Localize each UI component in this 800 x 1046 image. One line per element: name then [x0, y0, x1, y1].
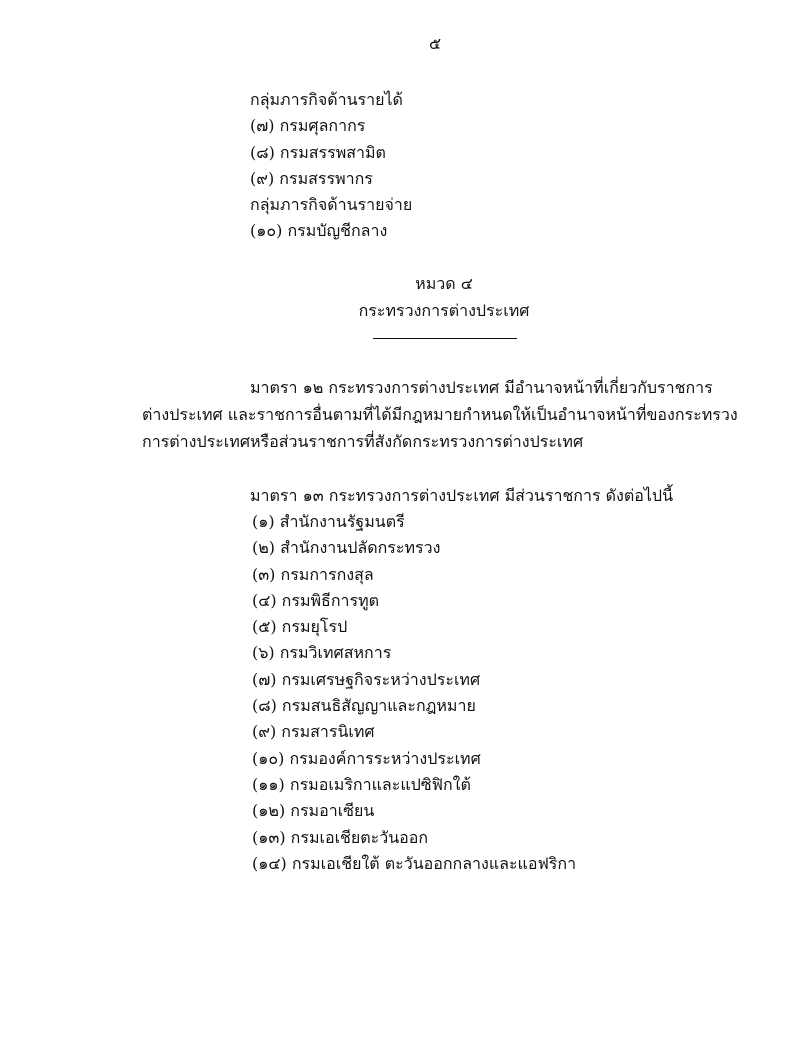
list-item: (๗) กรมเศรษฐกิจระหว่างประเทศ [252, 669, 481, 689]
section-13-list [252, 512, 576, 880]
list-item: (๕) กรมยุโรป [252, 617, 348, 637]
list-item: (๒) สำนักงานปลัดกระทรวง [252, 538, 441, 558]
list-item: (๑๑) กรมอเมริกาและแปซิฟิกใต้ [252, 774, 471, 794]
list-item: (๑๔) กรมเอเชียใต้ ตะวันออกกลางและแอฟริกา [252, 853, 577, 873]
list-item: (๑๓) กรมเอเชียตะวันออก [252, 827, 429, 847]
list-item: (๙) กรมสรรพากร [250, 168, 373, 188]
list-item: (๗) กรมศุลกากร [250, 116, 366, 136]
section-13-intro: มาตรา ๑๓ กระทรวงการต่างประเทศ มีส่วนราชการ ดังต่อไปนี้ [250, 486, 673, 505]
list-item: กลุ่มภารกิจด้านรายจ่าย [250, 195, 413, 215]
section-12-line-1: มาตรา ๑๒ กระทรวงการต่างประเทศ มีอำนาจหน้าที่เกี่ยวกับราชการ [250, 378, 713, 397]
list-item: (๑๐) กรมองค์การระหว่างประเทศ [252, 748, 481, 768]
list-item: (๘) กรมสนธิสัญญาและกฎหมาย [252, 696, 476, 716]
chapter-title: กระทรวงการต่างประเทศ [358, 301, 530, 320]
section-12-line-3: การต่างประเทศหรือส่วนราชการที่สังกัดกระทรวงการต่างประเทศ [142, 432, 584, 451]
section-12-line-2: ต่างประเทศ และราชการอื่นตามที่ได้มีกฎหมายกำหนดให้เป็นอำนาจหน้าที่ของกระทรวง [142, 405, 738, 424]
list-item: (๓) กรมการกงสุล [252, 564, 374, 584]
chapter-number: หมวด ๔ [415, 274, 473, 293]
list-item: (๑๐) กรมบัญชีกลาง [250, 221, 388, 241]
list-item: (๔) กรมพิธีการทูต [252, 590, 380, 610]
title-underline [373, 338, 517, 339]
list-item: (๘) กรมสรรพสามิต [250, 142, 386, 162]
list-item: (๙) กรมสารนิเทศ [252, 722, 375, 742]
page-number: ๕ [428, 34, 442, 53]
list-item: (๖) กรมวิเทศสหการ [252, 643, 392, 663]
list-item: (๑๒) กรมอาเซียน [252, 801, 375, 821]
list-item: (๑) สำนักงานรัฐมนตรี [252, 512, 405, 531]
revenue-expenditure-list [250, 90, 412, 248]
list-item: กลุ่มภารกิจด้านรายได้ [250, 90, 403, 109]
